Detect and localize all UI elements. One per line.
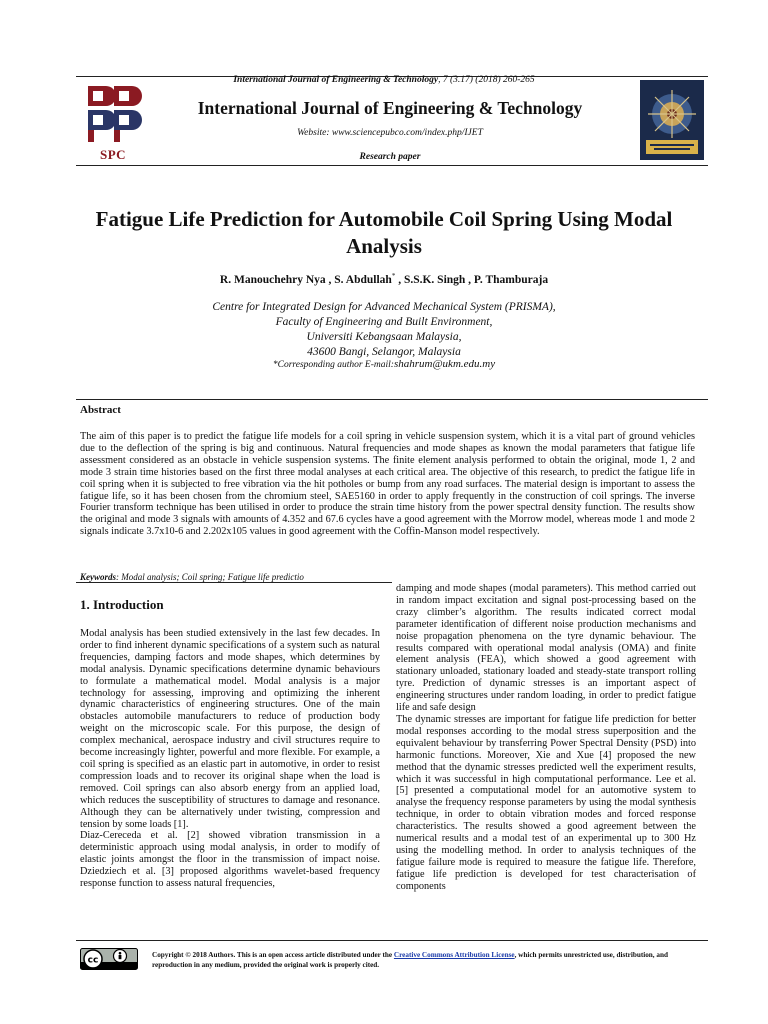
corresponding-email[interactable]: shahrum@ukm.edu.my [393,358,496,370]
author-list [60,272,708,286]
affiliation-line: 43600 Bangi, Selangor, Malaysia [307,346,461,358]
logo-text: SPC [99,147,127,162]
paragraph: The dynamic stresses are important for fatigue life prediction for better modal responses according to the modal stress superposition and the equivalent behaviour by transferring Power Spectral Density (PSD) into harmonic functions. Moreover, Xie and Xue [4] proposed the new method that the dynamic stresses predicted well the experiment results, which it was successful in high computational performance. Lee et al. [5] presented a computational model for an automotive system to analyse the frequency response parameters by using the modal synthesis technique, in order to obtain vibration modes and forced response characteristics. The results showed a good agreement between the numerical results and a modal test of an experimental up to 300 Hz using the modelling method. In order to analysis techniques of the fatigue failure mode is required to measure the fatigue life. Therefore, fatigue life prediction is developed for test characterisation of components [396,713,696,892]
keywords-text: : Modal analysis; Coil spring; Fatigue life predictio [116,572,304,582]
right-column [396,583,696,893]
authors-part1: R. Manouchehry Nya , S. Abdullah [219,273,392,286]
creative-commons-by-icon[interactable] [80,948,138,970]
copyright-text: Copyright © 2018 Authors. This is an open access article distributed under the [152,951,394,959]
keywords-rule [76,582,392,583]
paragraph: damping and mode shapes (modal parameters). This method carried out in random impact excitation and signal post-processing based on the crazy climber’s algorithm. The results indicated correct modal parameter identification of different noise production mechanisms and noise propagation phenomena on the tyre dynamic behaviour. The results compared with operational modal analysis (OMA) and finite element analysis (FEA), which showed a good agreement with stationary unloaded, stationary loaded and steady-state transport rolling tyre. Prediction of dynamic stresses is an important aspect of engineering structures under random loading, in order to predict fatigue life and safe design [396,583,696,714]
journal-name: International Journal of Engineering & Technology [197,98,583,118]
corresponding-mark: * [391,272,396,280]
abstract-text: The aim of this paper is to predict the fatigue life models for a coil spring in vehicle suspension system, which it is a vital part of ground vehicles due to the deflection of the spring is big and continuous. Natural frequencies and mode shapes as known the modal parameters that fatigue life assessment considered as an obstacle in vehicle suspension systems. The finite element analysis performed to obtain the original, mode 1, 2 and mode 3 strain time histories based on the first three modal analyses at each critical area. The objective of this research, to predict the fatigue life in coil spring when it is subjected to free vibration via the hit potholes or bump from any road surfaces. The material design is important to assess the fatigue life, so it has been chosen from the chromium steel, SAE5160 in order to apply frequently in the construction of coil springs. The inverse Fourier transform technique has been utilised in order to produce the strain time history from the power spectral density function. The results show the original and mode 3 signals with amounts of 4.352 and 67.6 cycles have a good agreement with the Morrow model, whereas mode 1 and mode 2 signals indicate 3.7x10-6 and 2.202x105 values in good agreement with the Coffin-Manson model respectively. [80,431,695,538]
affiliation-line: Faculty of Engineering and Built Environment, [275,316,493,328]
paper-title: Fatigue Life Prediction for Automobile Coil Spring Using Modal Analysis [95,207,673,258]
corresponding-label: *Corresponding author E-mail: [272,360,394,370]
left-column [80,628,380,890]
affiliation-line: Universiti Kebangsaan Malaysia, [306,331,462,343]
journal-website[interactable]: Website: www.sciencepubco.com/index.php/IJET [297,128,483,138]
paper-type: Research paper [359,152,421,162]
copyright-text-end: , which permits unrestricted use, distribution, and reproduction in any medium, provided the original work is properly cited. [152,951,668,969]
footer-rule [76,940,708,941]
abstract-heading: Abstract [80,404,121,416]
affiliation-line: Centre for Integrated Design for Advanced Mechanical System (PRISMA), [212,301,556,313]
paragraph: Modal analysis has been studied extensively in the last few decades. In order to find inherent dynamic specifications of a system such as natural frequencies, damping factors and mode shapes, which determines by modal analysis. Dynamic specifications determine dynamic behaviours to formulate a mathematical model. Modal analysis is a major technology for assessing, improving and optimizing the inherent dynamic characteristics of engineering structures. One of the main obstacles automobile manufacturers to reduce of production body weight on the microscopic scale. For this purpose, the design of complex mechanical, aerospace industry and civil structures require to become increasingly lighter, powerful and more flexible. For example, a coil spring is specified as an elastic part in automotive, in order to resist compression loads and to recover its original shape when the load is removed. Coil springs can also absorb energy from an applied load, which reduces the susceptibility of structures to damage and resonance. Although they can be alternatively under twisting, compression and tension by some loads [1]. [80,628,380,830]
abstract-rule [76,399,708,400]
copyright-notice [152,950,697,970]
section-heading-introduction: 1. Introduction [80,597,164,612]
header-bottom-rule [76,165,708,166]
corresponding-author [60,358,708,370]
license-link[interactable]: Creative Commons Attribution License [393,951,515,959]
svg-text:cc: cc [87,955,99,966]
citation-details: , 7 (3.17) (2018) 260-265 [438,75,535,85]
affiliation [60,300,708,360]
journal-cover-image [640,80,704,160]
keywords [80,572,304,582]
authors-part2: , S.S.K. Singh , P. Thamburaja [395,273,549,286]
keywords-label: Keywords [80,572,116,582]
citation-journal: International Journal of Engineering & Technology [233,75,439,85]
paragraph: Diaz-Cereceda et al. [2] showed vibration transmission in a deterministic approach using modal analysis, in order to modify of elastic joints amongst the floor in the transmission of impact noise. Dziedziech et al. [3] proposed algorithms wavelet-based frequency response function to assess natural frequencies, [80,830,380,890]
